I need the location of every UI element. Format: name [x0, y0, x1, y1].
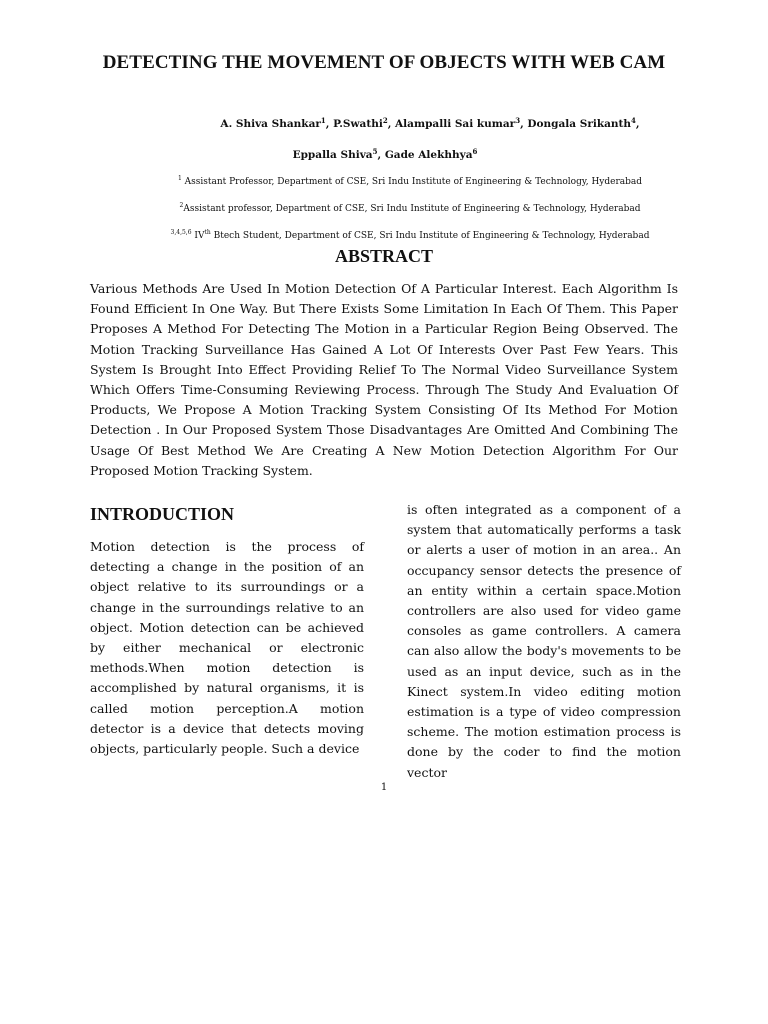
author-name: P.Swathi — [333, 118, 383, 130]
author-sup: 2 — [382, 116, 388, 125]
page-number: 1 — [380, 782, 388, 793]
author-sep: , — [387, 118, 396, 130]
author-name: A. Shiva Shankar — [220, 118, 321, 130]
abstract-heading: ABSTRACT — [334, 246, 434, 266]
author-name: Gade Alekhhya — [384, 149, 473, 161]
author-sep: , — [325, 118, 334, 130]
affiliation-3 — [100, 231, 720, 241]
abstract-text: Various Methods Are Used In Motion Detection Of A Particular Interest. Each Algorithm Is Found Efficient In One Way. But There Exists Some Limitation In Each Of Them. This Paper Proposes A Method For Detecting The Motion in a Particular Region Being Observed. The Motion Tracking Surveillance Has Gained A Lot Of Interests Over Past Few Years. This System Is Brought Into Effect Providing Relief To The Normal Video Surveillance System Which Offers Time-Consuming Reviewing Process. Through The Study And Evaluation Of Products, We Propose A Motion Tracking System Consisting Of Its Method For Motion Detection . In Our Proposed System Those Disadvantages Are Omitted And Combining The Usage Of Best Method We Are Creating A New Motion Detection Algorithm For Our Proposed Motion Tracking System. — [90, 281, 678, 478]
paper-title: DETECTING THE MOVEMENT OF OBJECTS WITH WEB CAM — [102, 52, 666, 73]
author-line-2 — [240, 149, 530, 161]
author-sup: 1 — [320, 116, 326, 125]
affiliation-text: Assistant Professor, Department of CSE, Sri Indu Institute of Engineering & Technology, Hyderabad — [181, 177, 643, 187]
author-sup: 4 — [631, 116, 636, 125]
author-name: Dongala Srikanth — [527, 118, 632, 130]
author-name: Eppalla Shiva — [292, 149, 373, 161]
introduction-column-left: Motion detection is the process of detecting a change in the position of an object relative to its surroundings or a change in the surroundings relative to an object. Motion detection can be achieved by either mechanical or electronic methods.When motion detection is accomplished by natural organisms, it is called motion perception.A motion detector is a device that detects moving objects, particularly people. Such a device — [90, 539, 364, 757]
introduction-heading: INTRODUCTION — [90, 504, 235, 524]
affiliation-text: IV — [191, 231, 205, 241]
affiliation-sup: 1 — [177, 175, 182, 182]
author-sep: , — [520, 118, 528, 130]
affiliation-sup: 3,4,5,6 — [170, 229, 192, 236]
author-sup: 5 — [372, 147, 378, 156]
author-sup: 3 — [515, 116, 521, 125]
affiliation-sup: th — [204, 229, 211, 236]
author-line-1 — [160, 118, 700, 130]
introduction-column-right: is often integrated as a component of a system that automatically performs a task or alerts a user of motion in an area.. An occupancy sensor detects the presence of an entity within a certain space.Motion controllers are also used for video game consoles as game controllers. A camera can also allow the body's movements to be used as an input device, such as in the Kinect system.In video editing motion estimation is a type of video compression scheme. The motion estimation process is done by the coder to find the motion vector — [407, 502, 681, 780]
author-sep: , — [377, 149, 385, 161]
author-name: Alampalli Sai kumar — [395, 118, 516, 130]
author-sep: , — [635, 118, 640, 130]
affiliation-text: Btech Student, Department of CSE, Sri Indu Institute of Engineering & Technology, Hyderabad — [210, 231, 650, 241]
affiliation-text: Assistant professor, Department of CSE, Sri Indu Institute of Engineering & Technology, Hyderabad — [183, 204, 641, 214]
affiliation-1 — [100, 177, 720, 187]
affiliation-sup: 2 — [179, 202, 184, 209]
author-sup: 6 — [472, 147, 478, 156]
affiliation-2 — [100, 204, 720, 214]
